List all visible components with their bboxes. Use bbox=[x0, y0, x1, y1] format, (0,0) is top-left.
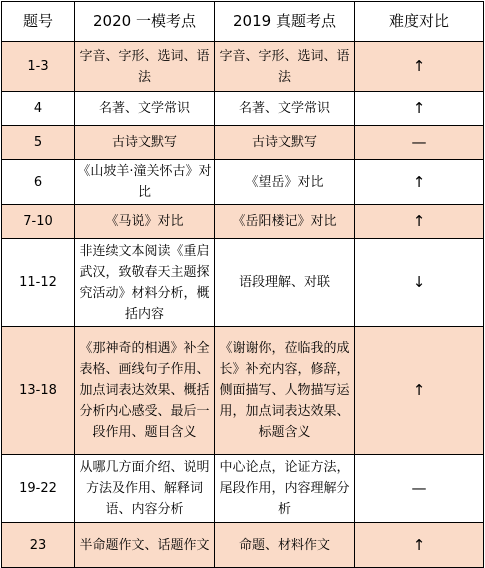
header-difficulty: 难度对比 bbox=[355, 2, 484, 42]
points-2019: 中心论点，论证方法，尾段作用，内容理解分析 bbox=[215, 455, 355, 523]
points-2020: 从哪几方面介绍、说明方法及作用、解释词语、内容分析 bbox=[75, 455, 215, 523]
points-2020: 《山坡羊·潼关怀古》对比 bbox=[75, 160, 215, 205]
difficulty-same-icon: — bbox=[355, 455, 484, 523]
points-2020: 《那神奇的相遇》补全表格、画线句子作用、加点词表达效果、概括分析内心感受、最后一段作用、题目含义 bbox=[75, 327, 215, 455]
header-2019-points: 2019 真题考点 bbox=[215, 2, 355, 42]
table-row bbox=[2, 126, 484, 160]
question-number: 19-22 bbox=[2, 455, 75, 523]
question-number: 11-12 bbox=[2, 239, 75, 327]
points-2020: 《马说》对比 bbox=[75, 205, 215, 239]
difficulty-up-icon: ↑ bbox=[355, 92, 484, 126]
table-row bbox=[2, 523, 484, 568]
points-2019: 命题、材料作文 bbox=[215, 523, 355, 568]
difficulty-up-icon: ↑ bbox=[355, 523, 484, 568]
table-row bbox=[2, 327, 484, 455]
header-2020-points: 2020 一模考点 bbox=[75, 2, 215, 42]
difficulty-down-icon: ↓ bbox=[355, 239, 484, 327]
header-row bbox=[2, 2, 484, 42]
points-2020: 古诗文默写 bbox=[75, 126, 215, 160]
points-2019: 《望岳》对比 bbox=[215, 160, 355, 205]
table-row bbox=[2, 42, 484, 92]
difficulty-same-icon: — bbox=[355, 126, 484, 160]
difficulty-up-icon: ↑ bbox=[355, 327, 484, 455]
question-number: 23 bbox=[2, 523, 75, 568]
table-row bbox=[2, 205, 484, 239]
table-row bbox=[2, 455, 484, 523]
question-number: 1-3 bbox=[2, 42, 75, 92]
points-2019: 语段理解、对联 bbox=[215, 239, 355, 327]
points-2019: 《岳阳楼记》对比 bbox=[215, 205, 355, 239]
points-2020: 半命题作文、话题作文 bbox=[75, 523, 215, 568]
question-number: 6 bbox=[2, 160, 75, 205]
table-row bbox=[2, 239, 484, 327]
question-number: 5 bbox=[2, 126, 75, 160]
points-2020: 字音、字形、选词、语法 bbox=[75, 42, 215, 92]
exam-comparison-table bbox=[1, 1, 484, 568]
points-2019: 古诗文默写 bbox=[215, 126, 355, 160]
points-2020: 非连续文本阅读《重启武汉，致敬春天主题探究活动》材料分析，概括内容 bbox=[75, 239, 215, 327]
difficulty-up-icon: ↑ bbox=[355, 42, 484, 92]
points-2020: 名著、文学常识 bbox=[75, 92, 215, 126]
difficulty-up-icon: ↑ bbox=[355, 160, 484, 205]
points-2019: 《谢谢你，莅临我的成长》补充内容，修辞，侧面描写、人物描写运用，加点词表达效果、标题含义 bbox=[215, 327, 355, 455]
table-row bbox=[2, 160, 484, 205]
question-number: 7-10 bbox=[2, 205, 75, 239]
question-number: 13-18 bbox=[2, 327, 75, 455]
question-number: 4 bbox=[2, 92, 75, 126]
difficulty-up-icon: ↑ bbox=[355, 205, 484, 239]
points-2019: 名著、文学常识 bbox=[215, 92, 355, 126]
points-2019: 字音、字形、选词、语法 bbox=[215, 42, 355, 92]
header-question-number: 题号 bbox=[2, 2, 75, 42]
table-row bbox=[2, 92, 484, 126]
